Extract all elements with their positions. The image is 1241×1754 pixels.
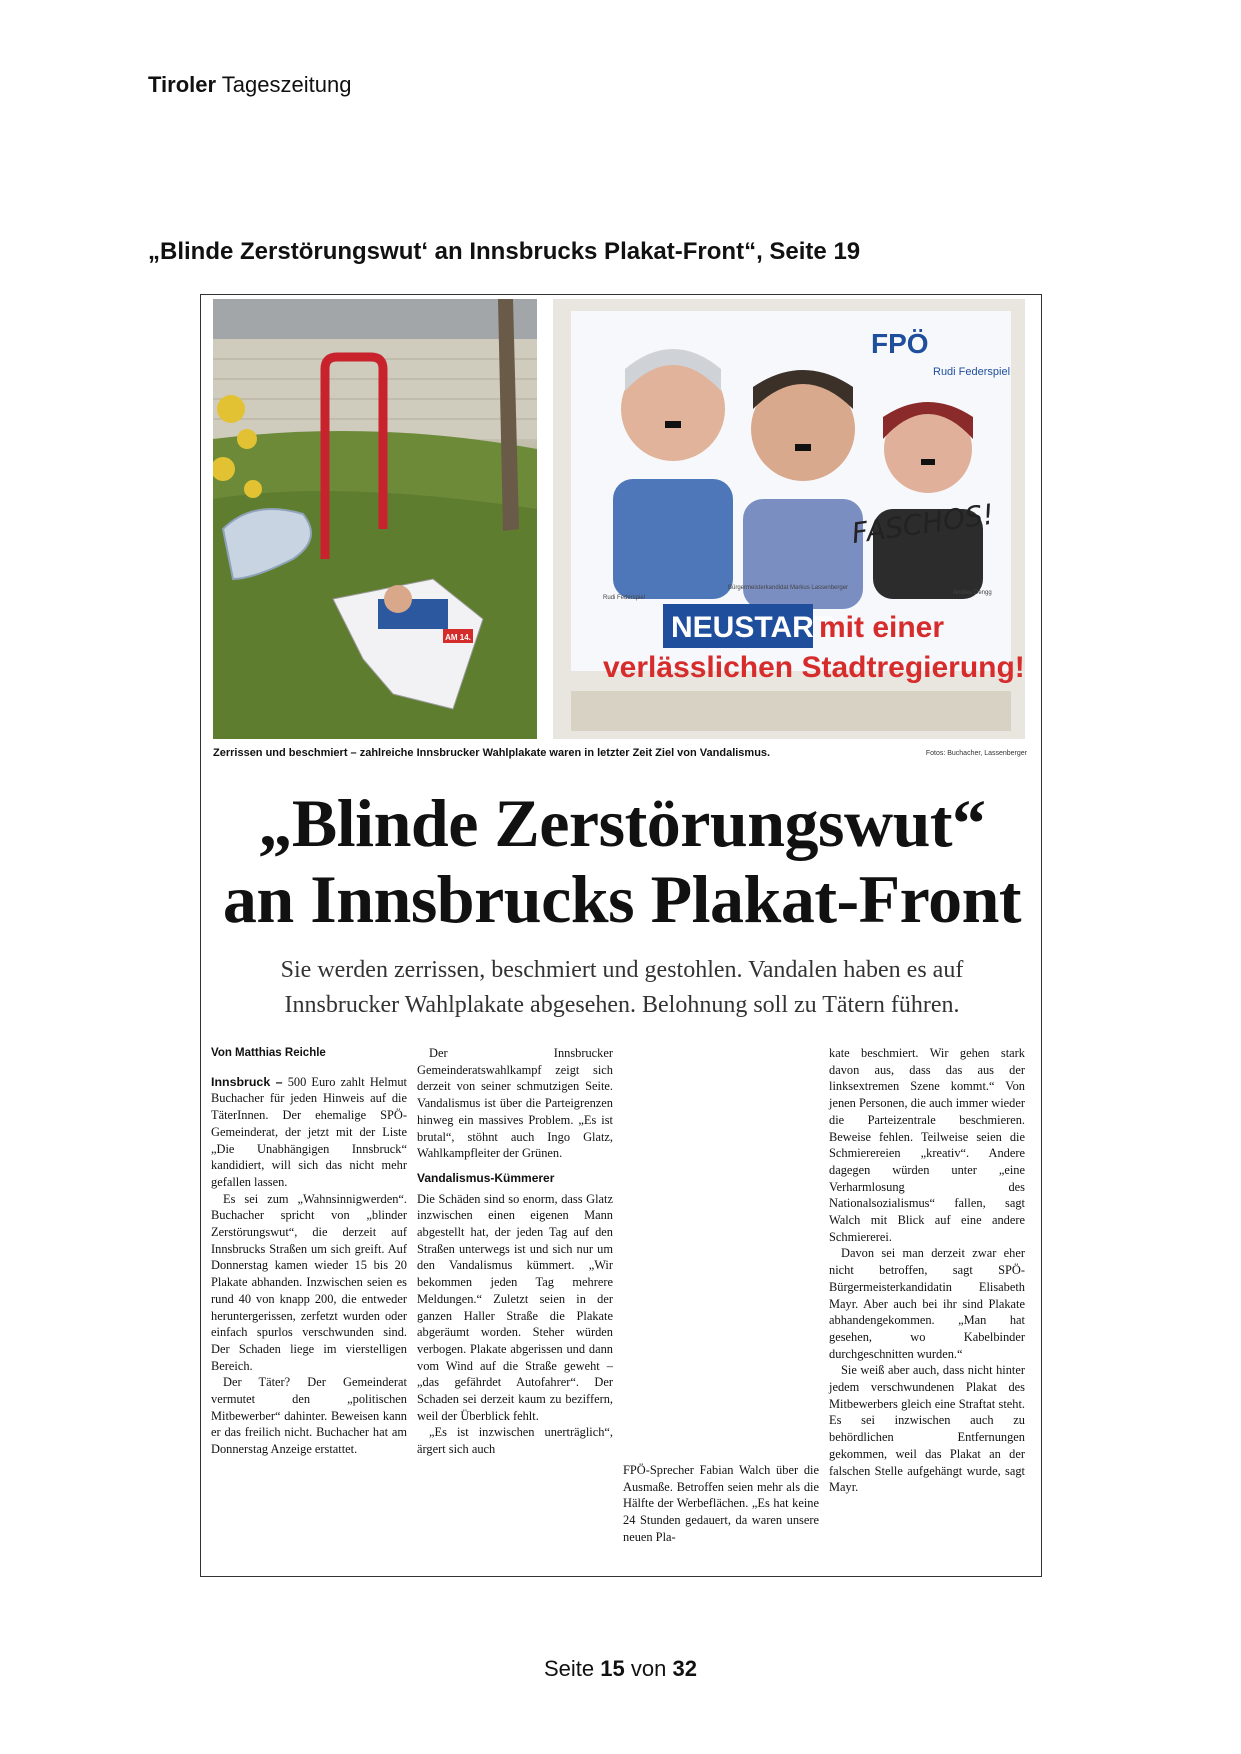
slogan-line2: verlässlichen Stadtregierung! [603,651,1025,684]
publication-name-bold: Tiroler [148,72,217,97]
article-column-3 [623,1462,819,1546]
slogan-neustart: NEUSTART [671,611,833,644]
dateline: Innsbruck – [211,1074,283,1089]
footer-middle: von [630,1656,667,1681]
col3-paragraph-1: FPÖ-Sprecher Fabian Walch über die Ausmaße. Betroffen seien mehr als die Hälfte der Werbeflächen. „Es hat keine 24 Stunden gedauert, da waren unsere neuen Pla- [623,1463,819,1544]
fpoe-logo: FPÖ [871,328,929,359]
col2-paragraph-2: Die Schäden sind so enorm, dass Glatz inzwischen einen eigenen Mann abgestellt hat, der jeden Tag auf den Straßen unterwegs ist und sich nur um den Vandalismus kümmert. „Wir bekommen jeden Tag mehrere Meldungen.“ Zuletzt seien in der ganzen Haller Straße die Plakate abgeräumt worden. Steher würden verbogen. Plakate abgerissen und dann vom Wind auf die Straße geweht – „das gefährdet Autofahrer“. Der Schaden sei derzeit kaum zu beziffern, weil der Überblick fehlt. [417,1191,613,1423]
col1-p1-text: 500 Euro zahlt Helmut Buchacher für jeden Hinweis auf die TäterInnen. Der ehemalige SPÖ-Gemeinderat, der jetzt mit der Liste „Die Unabhängigen Innsbruck“ kandidiert, will sich das nicht mehr gefallen lassen. [211,1074,407,1189]
name-left: Rudi Federspiel [603,595,646,601]
photo-torn-poster [213,299,537,739]
publication-name [148,72,351,98]
article-headline [201,785,1042,937]
article-column-2 [417,1045,613,1458]
fpoe-poster-illustration [553,299,1025,739]
headline-line1: „Blinde Zerstörungswut“ [258,785,986,861]
col1-paragraph-2: Es sei zum „Wahnsinnigwerden“. Buchacher spricht von „blinder Zerstörungswut“, die derzeit auf Innsbrucks Straßen um sich greift. Auf Donnerstag kamen wieder 15 bis 20 Plakate abhanden. Inzwischen seien es rund 40 von knapp 200, die entweder heruntergerissen, zerfetzt wurden oder einfach spurlos verschwunden sind. Der Schaden liege im vierstelligen Bereich. [211,1191,407,1373]
col4-paragraph-3: Sie weiß aber auch, dass nicht hinter jedem verschwundenen Plakat des Mitbewerbers gleich eine Straftat steht. Es sei inzwischen auch zu behördlichen Entfernungen gekommen, weil das Plakat an der falschen Stelle aufgehängt wurde, sagt Mayr. [829,1363,1025,1495]
col1-paragraph-3: Der Täter? Der Gemeinderat vermutet den „politischen Mitbewerber“ dahinter. Beweisen kann er das freilich nicht. Buchacher hat am Donnerstag Anzeige erstattet. [211,1375,407,1457]
col1-paragraph-1 [211,1074,407,1191]
fpoe-logo-candidate: Rudi Federspiel [933,366,1011,378]
torn-poster-illustration [213,299,537,739]
photo-fpoe-poster [553,299,1025,739]
article-subheadline: Sie werden zerrissen, beschmiert und gestohlen. Vandalen haben es auf Innsbrucker Wahlplakate abgesehen. Belohnung soll zu Tätern führen. [280,957,964,1018]
slogan-mit-einer: mit einer [819,611,945,644]
publication-name-rest: Tageszeitung [221,72,352,97]
headline-line2: an Innsbrucks Plakat-Front [222,861,1022,937]
article-column-4 [829,1045,1025,1496]
article-reference-title: „Blinde Zerstörungswut‘ an Innsbrucks Plakat-Front“, Seite 19 [148,238,861,265]
name-center: Bürgermeisterkandidat Markus Lassenberger [728,585,849,591]
name-right: Andrea Dengg [953,590,992,596]
article-column-1 [211,1045,407,1458]
footer-page: 15 [600,1656,625,1681]
page-number-footer [0,1656,1241,1682]
photo-caption: Zerrissen und beschmiert – zahlreiche Innsbrucker Wahlplakate waren in letzter Zeit Ziel von Vandalismus. [213,747,771,759]
col2-paragraph-3: „Es ist inzwischen unerträglich“, ärgert sich auch [417,1425,613,1457]
newspaper-clipping [200,294,1042,1577]
footer-prefix: Seite [544,1656,595,1681]
col4-paragraph-1: kate beschmiert. Wir gehen stark davon aus, dass das aus der linksextremen Szene kommt.“ Von jenen Personen, die auch immer wieder die Parteizentrale beschmieren. Beweise fehlen. Teilweise seien die Schmierereien „kreativ“. Andere dagegen würden unter „eine Verharmlosung des Nationalsozialismus“ fallen, sagt Walch mit Blick auf eine andere Schmiererei. [829,1046,1025,1244]
poster-date-label: AM 14. [445,633,471,642]
byline: Von Matthias Reichle [211,1047,326,1059]
col2-subtitle: Vandalismus-Kümmerer [417,1170,555,1185]
col4-paragraph-2: Davon sei man derzeit zwar eher nicht betroffen, sagt SPÖ-Bürgermeisterkandidatin Elisabeth Mayr. Aber auch bei ihr sind Plakate abhandengekommen. „Man hat gesehen, wo Kabelbinder durchgeschnitten wurden.“ [829,1246,1025,1361]
footer-total: 32 [672,1656,697,1681]
col2-paragraph-1: Der Innsbrucker Gemeinderatswahlkampf zeigt sich derzeit von seiner schmutzigen Seite. Vandalismus ist über die Parteigrenzen hinweg ein massives Problem. „Es ist brutal“, stöhnt auch Ingo Glatz, Wahlkampfleiter der Grünen. [417,1046,613,1161]
photo-credit: Fotos: Buchacher, Lassenberger [925,750,1027,757]
graffiti-text: FASCHOS! [849,497,996,551]
